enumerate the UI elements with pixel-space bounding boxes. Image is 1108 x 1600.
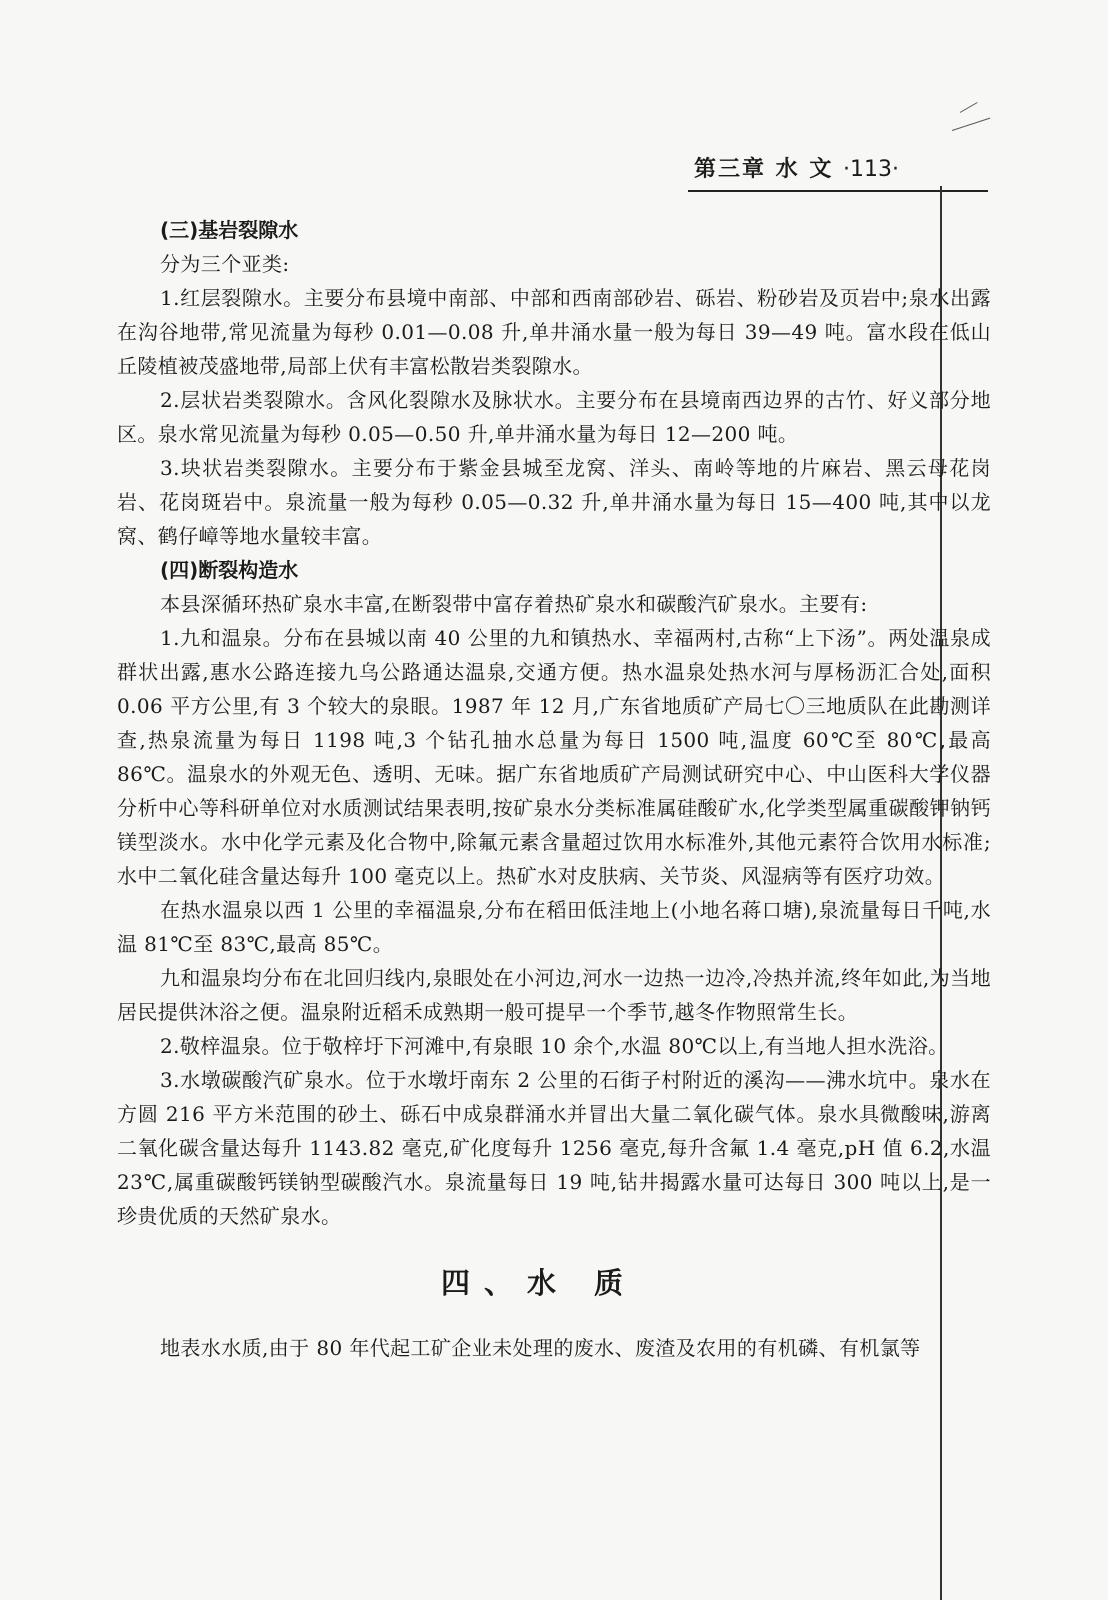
paragraph: 本县深循环热矿泉水丰富,在断裂带中富存着热矿泉水和碳酸汽矿泉水。主要有: [160, 592, 868, 616]
paragraph: 3.块状岩类裂隙水。主要分布于紫金县城至龙窝、洋头、南岭等地的片麻岩、黑云母花岗岩、花岗斑岩中。泉流量一般为每秒 0.05—0.32 升,单井涌水量为每日 15—400 吨,其中以龙窝、鹤仔嶂等地水量较丰富。 [117, 456, 991, 548]
page-number: ·113· [843, 157, 899, 182]
paragraph: 3.水墩碳酸汽矿泉水。位于水墩圩南东 2 公里的石街子村附近的溪沟——沸水坑中。泉水在方圆 216 平方米范围的砂土、砾石中成泉群涌水并冒出大量二氧化碳气体。泉水具微酸味,游离二氧化碳含量达每升 1143.82 毫克,矿化度每升 1256 毫克,每升含氟 1.4 毫克,pH 值 6.2,水温 23℃,属重碳酸钙镁钠型碳酸汽水。泉流量每日 19 吨,钻井揭露水量可达每日 300 吨以上,是一珍贵优质的天然矿泉水。 [117, 1068, 991, 1228]
paragraph: 2.敬梓温泉。位于敬梓圩下河滩中,有泉眼 10 余个,水温 80℃以上,有当地人担水洗浴。 [160, 1034, 949, 1058]
paragraph: 1.红层裂隙水。主要分布县境中南部、中部和西南部砂岩、砾岩、粉砂岩及页岩中;泉水出露在沟谷地带,常见流量为每秒 0.01—0.08 升,单井涌水量一般为每日 39—49 吨。富水段在低山丘陵植被茂盛地带,局部上伏有丰富松散岩类裂隙水。 [117, 286, 991, 378]
paragraph: 分为三个亚类: [160, 252, 290, 276]
section-heading-fault: (四)断裂构造水 [160, 558, 299, 582]
scan-mark [952, 118, 990, 131]
paragraph: 在热水温泉以西 1 公里的幸福温泉,分布在稻田低洼地上(小地名蒋口塘),泉流量每日千吨,水温 81℃至 83℃,最高 85℃。 [117, 898, 991, 956]
paragraph: 1.九和温泉。分布在县城以南 40 公里的九和镇热水、幸福两村,古称“上下汤”。两处温泉成群状出露,惠水公路连接九乌公路通达温泉,交通方便。热水温泉处热水河与厚杨沥汇合处,面积 0.06 平方公里,有 3 个较大的泉眼。1987 年 12 月,广东省地质矿产局七〇三地质队在此勘测详查,热泉流量为每日 1198 吨,3 个钻孔抽水总量为每日 1500 吨,温度 60℃至 80℃,最高 86℃。温泉水的外观无色、透明、无味。据广东省地质矿产局测试研究中心、中山医科大学仪器分析中心等科研单位对水质测试结果表明,按矿泉水分类标准属硅酸矿水,化学类型属重碳酸钾钠钙镁型淡水。水中化学元素及化合物中,除氟元素含量超过饮用水标准外,其他元素符合饮用水标准;水中二氧化硅含量达每升 100 毫克以上。热矿水对皮肤病、关节炎、风湿病等有医疗功效。 [117, 626, 991, 888]
section-title-water-quality: 四、水 质 [440, 1266, 638, 1300]
header-rule [688, 190, 988, 192]
section-heading-bedrock: (三)基岩裂隙水 [160, 218, 299, 242]
chapter-title: 第三章 水 文 [694, 157, 834, 182]
paragraph: 九和温泉均分布在北回归线内,泉眼处在小河边,河水一边热一边冷,冷热并流,终年如此,为当地居民提供沐浴之便。温泉附近稻禾成熟期一般可提早一个季节,越冬作物照常生长。 [117, 966, 991, 1024]
paragraph: 2.层状岩类裂隙水。含风化裂隙水及脉状水。主要分布在县境南西边界的古竹、好义部分地区。泉水常见流量为每秒 0.05—0.50 升,单井涌水量为每日 12—200 吨。 [117, 388, 991, 446]
scan-mark [960, 102, 978, 113]
running-header [694, 152, 899, 183]
paragraph: 地表水水质,由于 80 年代起工矿企业未处理的废水、废渣及农用的有机磷、有机氯等 [160, 1336, 921, 1360]
page-body [117, 213, 991, 1365]
